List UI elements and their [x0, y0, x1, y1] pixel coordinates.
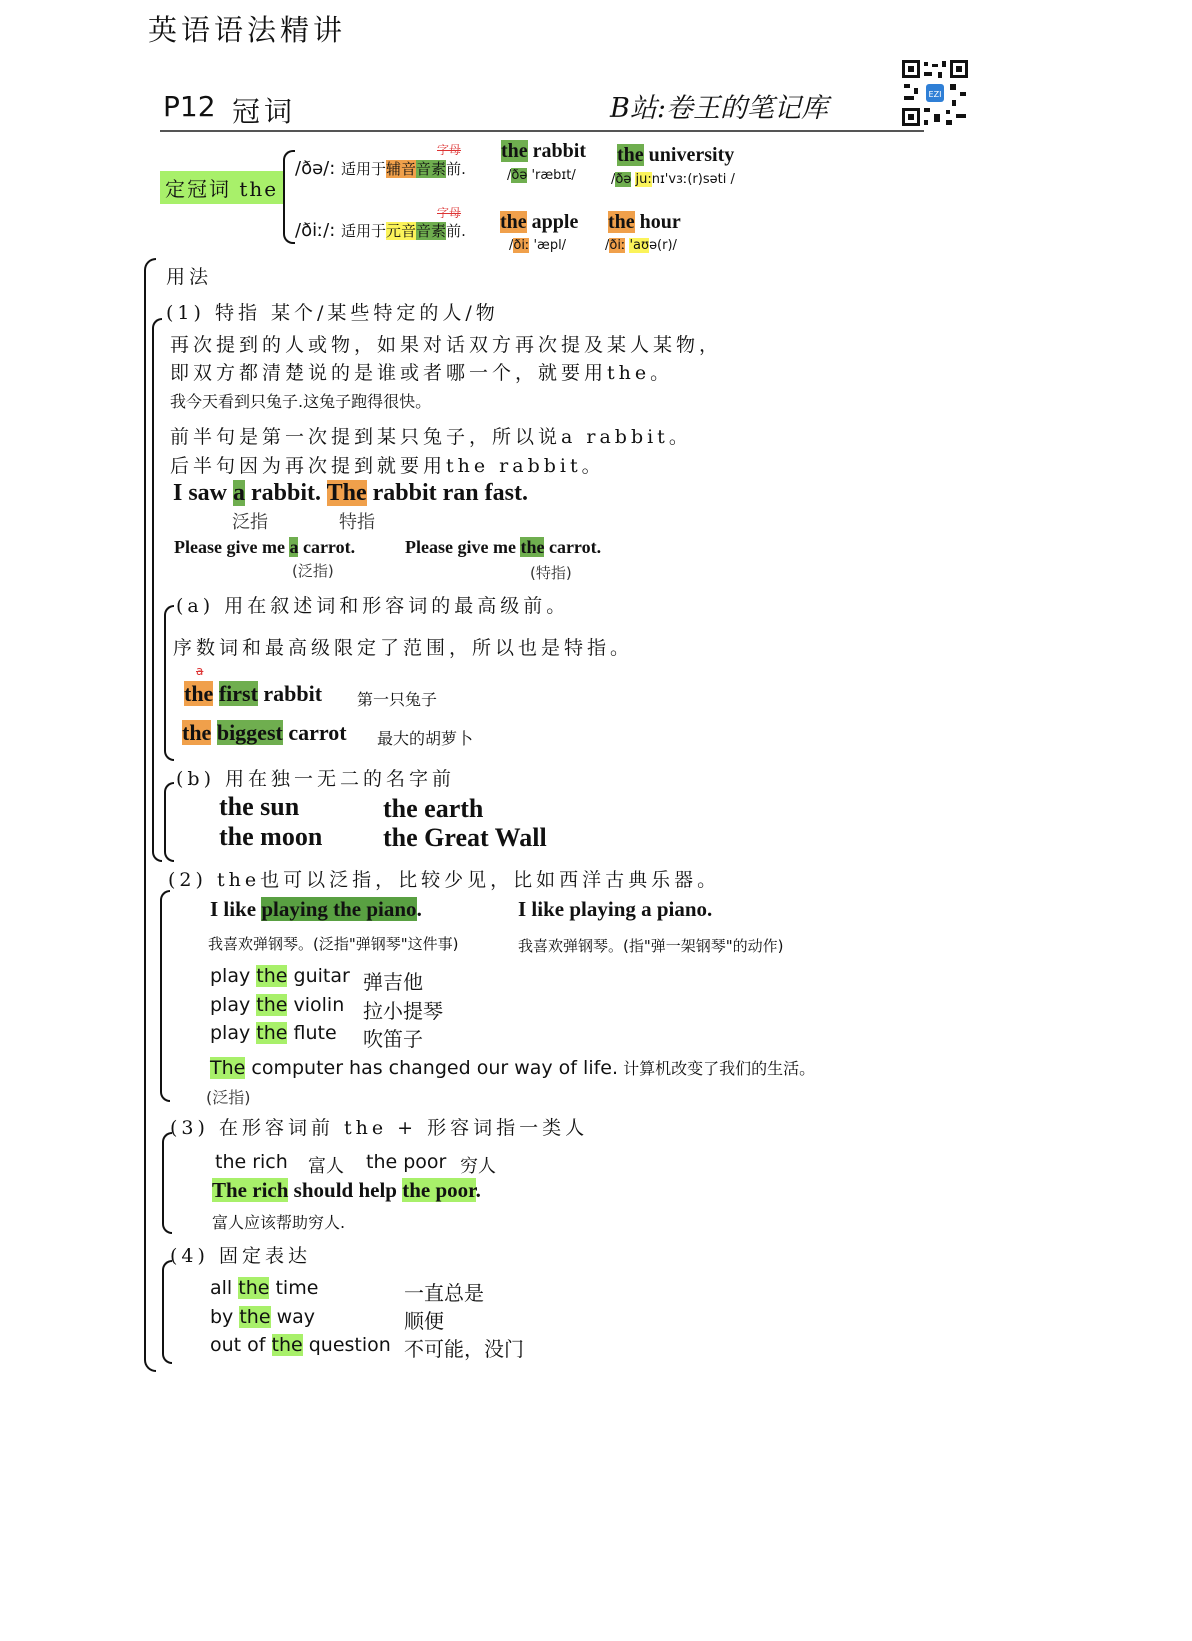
- phonetic-apple: /ðiː 'æpl/: [509, 238, 567, 253]
- out-of-the-question-translation: 不可能，没门: [404, 1337, 524, 1361]
- phonetic-rabbit: /ðə 'ræbɪt/: [507, 168, 576, 183]
- example-give-a-carrot: Please give me a carrot.: [174, 537, 356, 557]
- phonetic-hour: /ðiː 'aʊə(r)/: [605, 238, 677, 253]
- example-playing-the-piano: I like playing the piano.: [210, 897, 422, 921]
- section4-bracket: [162, 1260, 172, 1364]
- all-the-time-translation: 一直总是: [404, 1281, 484, 1305]
- guitar-translation: 弹吉他: [363, 970, 423, 994]
- unique-moon: the moon: [219, 822, 323, 851]
- section3-title: (3) 在形容词前 the + 形容词指一类人: [170, 1117, 589, 1139]
- biggest-carrot-translation: 最大的胡萝卜: [377, 729, 474, 748]
- channel-name: B站:卷王的笔记库: [610, 93, 828, 124]
- definite-article-label: 定冠词 the: [160, 171, 283, 204]
- section1-line1: 再次提到的人或物，如果对话双方再次提及某人某物，: [170, 334, 723, 356]
- the-poor-translation: 穷人: [460, 1156, 496, 1177]
- page-number: P12: [163, 90, 216, 123]
- violin-translation: 拉小提琴: [363, 999, 443, 1023]
- by-the-way-translation: 顺便: [404, 1309, 444, 1333]
- example-first-rabbit: the first rabbit: [184, 681, 323, 706]
- vowel-highlight: 元音: [386, 222, 417, 240]
- computer-note: (泛指): [206, 1088, 251, 1107]
- rule-vowel: /ðiː/: 适用于元音音素前.: [295, 220, 466, 241]
- qr-code-icon: [900, 58, 970, 128]
- note-generic: 泛指: [232, 512, 268, 533]
- page-topic: 冠词: [232, 95, 297, 128]
- section3-bracket: [162, 1132, 172, 1234]
- usage-title: 用法: [166, 266, 213, 288]
- phrase-by-the-way: by the way: [210, 1306, 316, 1328]
- section2-bracket: [160, 890, 170, 1102]
- first-rabbit-translation: 第一只兔子: [357, 690, 438, 709]
- ipa-the-long: /ðiː/:: [295, 220, 336, 241]
- example-the-apple: the apple: [500, 211, 579, 233]
- subsection-b-bracket: [164, 782, 174, 862]
- piano-translation-b: 我喜欢弹钢琴。(指"弹一架钢琴"的动作): [518, 937, 784, 955]
- note-specific-2: (特指): [530, 564, 572, 582]
- book-title: 英语语法精讲: [148, 13, 347, 47]
- rich-help-poor-translation: 富人应该帮助穷人.: [212, 1213, 346, 1232]
- definite-bracket: [283, 150, 295, 244]
- example-playing-a-piano: I like playing a piano.: [518, 897, 713, 921]
- section1-bracket: [152, 318, 162, 862]
- example-biggest-carrot: the biggest carrot: [182, 720, 347, 745]
- instrument-violin: play the violin: [210, 994, 345, 1016]
- section1-translation: 我今天看到只兔子.这兔子跑得很快。: [170, 392, 432, 411]
- unique-great-wall: the Great Wall: [383, 823, 547, 852]
- phonetic-university: /ðə ju:nɪ'vɜː(r)səti /: [611, 172, 735, 187]
- section4-title: (4) 固定表达: [170, 1245, 311, 1267]
- example-give-the-carrot: Please give me the carrot.: [405, 537, 602, 557]
- instrument-guitar: play the guitar: [210, 965, 350, 987]
- letter-tag-1: 字母: [437, 143, 462, 157]
- subsection-a-title: (a) 用在叙述词和形容词的最高级前。: [176, 595, 570, 617]
- section2-title: (2) the也可以泛指，比较少见，比如西洋古典乐器。: [168, 869, 721, 891]
- example-computer: The computer has changed our way of life. 计算机改变了我们的生活。: [210, 1057, 816, 1079]
- the-rich: the rich: [215, 1151, 288, 1173]
- phrase-all-the-time: all the time: [210, 1277, 319, 1299]
- section1-line4: 前半句是第一次提到某只兔子，所以说a rabbit。: [170, 426, 692, 448]
- section1-title: (1) 特指 某个/某些特定的人/物: [166, 302, 499, 324]
- subsection-a-line1: 序数词和最高级限定了范围，所以也是特指。: [173, 637, 634, 659]
- ipa-the-schwa: /ðə/:: [295, 158, 336, 179]
- unique-earth: the earth: [383, 794, 484, 823]
- the-poor: the poor: [366, 1151, 447, 1173]
- rule-consonant: /ðə/: 适用于辅音音素前.: [295, 158, 466, 179]
- piano-translation-a: 我喜欢弹钢琴。(泛指"弹钢琴"这件事): [208, 935, 459, 953]
- phrase-out-of-the-question: out of the question: [210, 1334, 391, 1356]
- instrument-flute: play the flute: [210, 1022, 337, 1044]
- note-generic-2: (泛指): [292, 562, 334, 580]
- example-the-rabbit: the rabbit: [501, 140, 587, 162]
- struck-a: a: [196, 664, 204, 678]
- example-the-hour: the hour: [608, 211, 681, 233]
- header-divider: [160, 130, 924, 132]
- letter-tag-2: 字母: [437, 206, 462, 220]
- section1-line2: 即双方都清楚说的是谁或者哪一个，就要用the。: [170, 362, 674, 384]
- qr-badge: EZI: [928, 90, 942, 99]
- subsection-a-bracket: [164, 605, 174, 761]
- the-rich-translation: 富人: [308, 1156, 344, 1177]
- example-rich-help-poor: The rich should help the poor.: [212, 1178, 481, 1202]
- unique-sun: the sun: [219, 792, 300, 821]
- note-specific: 特指: [339, 512, 375, 533]
- flute-translation: 吹笛子: [363, 1027, 423, 1051]
- example-the-university: the university: [617, 144, 735, 166]
- example-saw-rabbit: I saw a rabbit. The rabbit ran fast.: [173, 480, 528, 506]
- subsection-b-title: (b) 用在独一无二的名字前: [176, 768, 456, 790]
- section1-line5: 后半句因为再次提到就要用the rabbit。: [170, 455, 605, 477]
- consonant-highlight: 辅音: [386, 160, 417, 178]
